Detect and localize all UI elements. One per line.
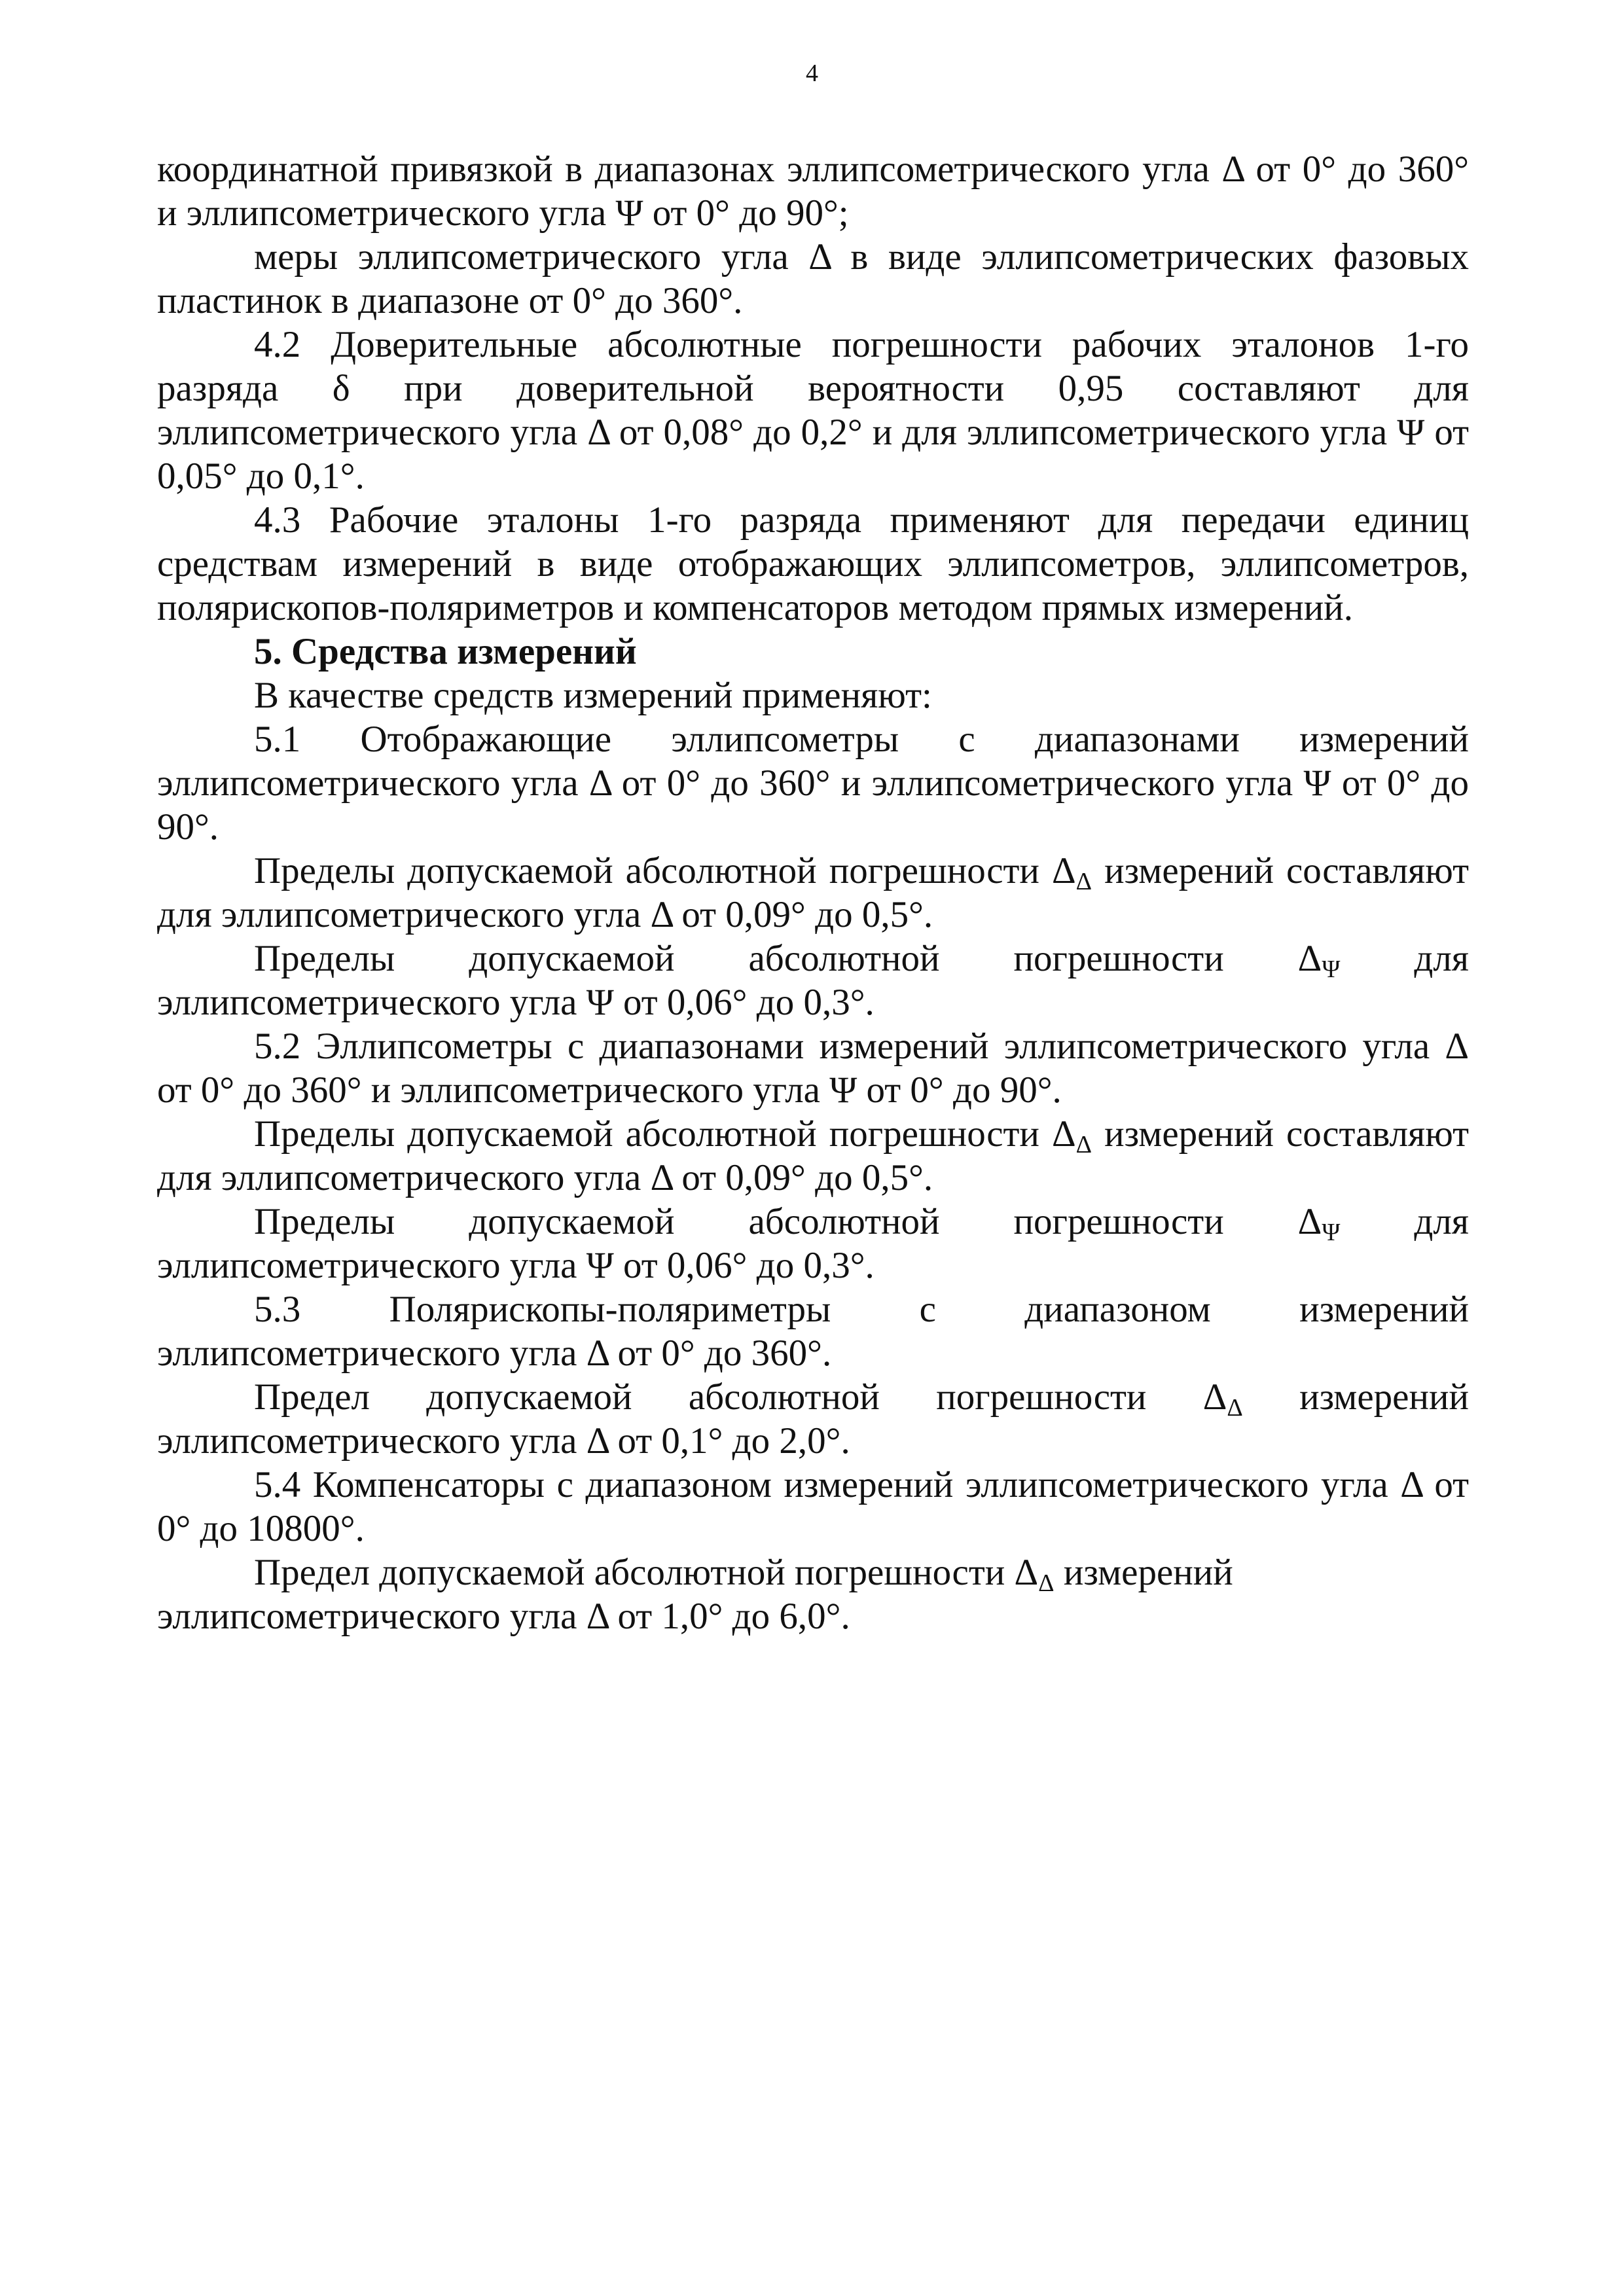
paragraph-5-2-delta-limits: Пределы допускаемой абсолютной погрешности $\Delta_\Delta$ измерений составляют для эллипсометрического угла Δ от 0,09° до 0,5°.: [157, 1113, 1469, 1198]
paragraph-5-1-delta-limits: Пределы допускаемой абсолютной погрешности $\Delta_\Delta$ измерений составляют для эллипсометрического угла Δ от 0,09° до 0,5°.: [157, 850, 1469, 935]
document-body: [157, 147, 1469, 1638]
paragraph-5-3: 5.3 Полярископы-поляриметры с диапазоном измерений эллипсометрического угла Δ от 0° до 360°.: [157, 1289, 1469, 1374]
section-heading-5: 5. Средства измерений: [254, 631, 637, 672]
paragraph-5-2: 5.2 Эллипсометры с диапазонами измерений эллипсометрического угла Δ от 0° до 360° и эллипсометрического угла Ψ от 0° до 90°.: [157, 1026, 1469, 1111]
paragraph-5-2-psi-limits: Пределы допускаемой абсолютной погрешности $\Delta_\Psi$ для эллипсометрического угла Ψ от 0,06° до 0,3°.: [157, 1201, 1470, 1286]
paragraph-range-continuation: координатной привязкой в диапазонах эллипсометрического угла Δ от 0° до 360° и эллипсометрического угла Ψ от 0° до 90°;: [157, 149, 1469, 234]
paragraph-5-1: 5.1 Отображающие эллипсометры с диапазонами измерений эллипсометрического угла Δ от 0° до 360° и эллипсометрического угла Ψ от 0° до 90°.: [157, 719, 1469, 848]
page-number: 4: [806, 60, 818, 87]
paragraph-4-3: 4.3 Рабочие эталоны 1-го разряда применяют для передачи единиц средствам измерений в виде отображающих эллипсометров, эллипсометров, полярископов-поляриметров и компенсаторов методом прямых измерений.: [157, 499, 1469, 628]
paragraph-5-3-delta-limit: Предел допускаемой абсолютной погрешности $\Delta_\Delta$ измерений эллипсометрического угла Δ от 0,1° до 2,0°.: [157, 1376, 1469, 1462]
paragraph-5-1-psi-limits: Пределы допускаемой абсолютной погрешности $\Delta_\Psi$ для эллипсометрического угла Ψ от 0,06° до 0,3°.: [157, 938, 1470, 1023]
paragraph-phase-plates: меры эллипсометрического угла Δ в виде эллипсометрических фазовых пластинок в диапазоне от 0° до 360°.: [157, 236, 1469, 321]
paragraph-intro-5: В качестве средств измерений применяют:: [254, 675, 932, 716]
paragraph-4-2: 4.2 Доверительные абсолютные погрешности рабочих эталонов 1-го разряда δ при доверительной вероятности 0,95 составляют для эллипсометрического угла Δ от 0,08° до 0,2° и для эллипсометрического угла Ψ от 0,05° до 0,1°.: [157, 324, 1469, 497]
paragraph-5-4-delta-limit: Предел допускаемой абсолютной погрешности $\Delta_\Delta$ измерений эллипсометрического угла Δ от 1,0° до 6,0°.: [157, 1552, 1233, 1637]
paragraph-5-4: 5.4 Компенсаторы с диапазоном измерений эллипсометрического угла Δ от 0° до 10800°.: [157, 1464, 1469, 1549]
